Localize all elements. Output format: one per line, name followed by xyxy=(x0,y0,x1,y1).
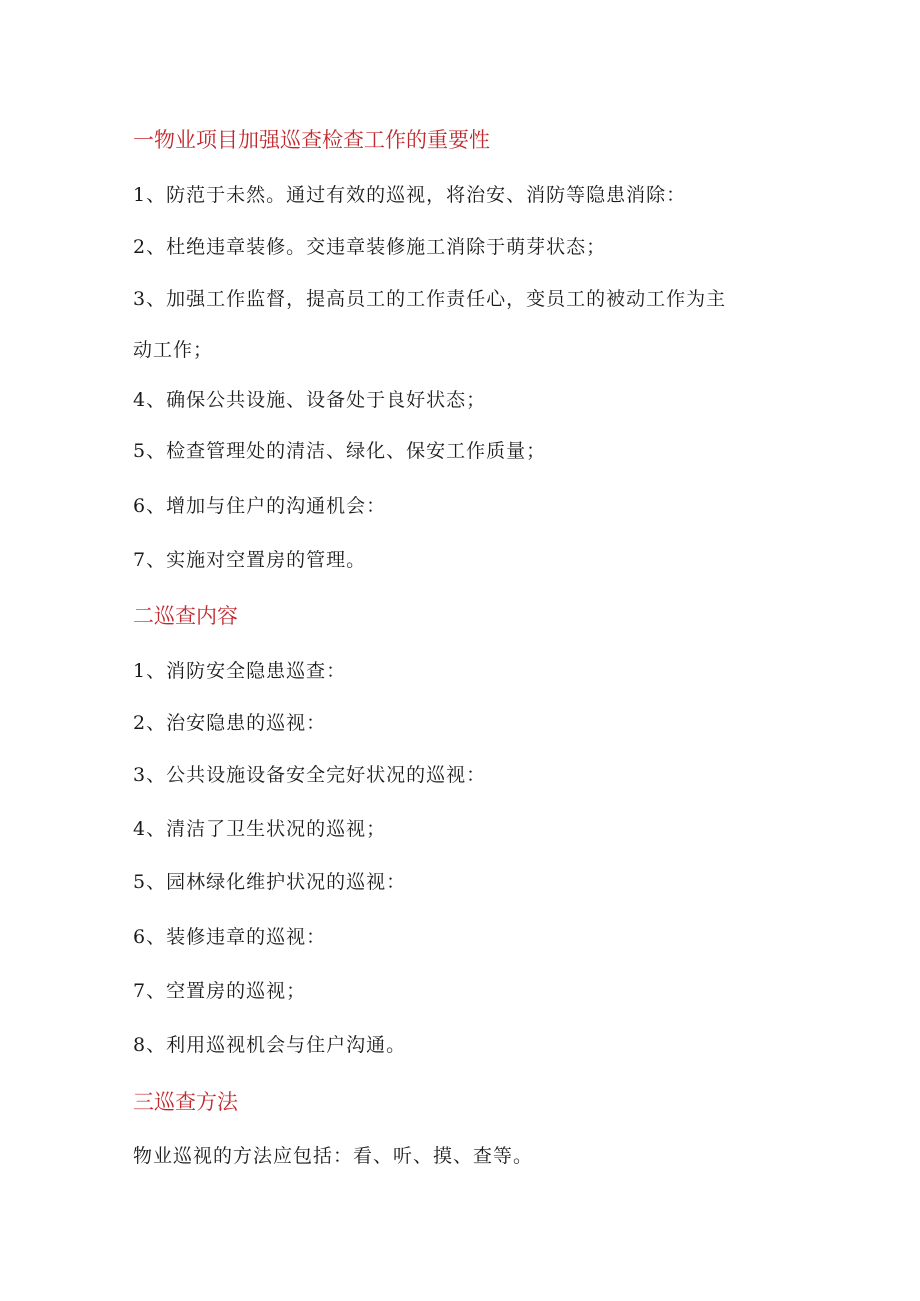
body-paragraph: 物业巡视的方法应包括：看、听、摸、查等。 xyxy=(133,1145,534,1167)
list-item: 1、防范于未然。通过有效的巡视，将治安、消防等隐患消除： xyxy=(133,184,687,206)
list-item: 5、园林绿化维护状况的巡视： xyxy=(133,871,407,893)
list-item: 7、实施对空置房的管理。 xyxy=(133,549,367,571)
list-item: 5、检查管理处的清洁、绿化、保安工作质量； xyxy=(133,440,547,462)
list-item-continuation: 动工作； xyxy=(133,339,214,361)
list-item: 3、公共设施设备安全完好状况的巡视： xyxy=(133,764,487,786)
list-item: 7、空置房的巡视； xyxy=(133,980,307,1002)
list-item: 6、装修违章的巡视： xyxy=(133,926,327,948)
list-item: 4、确保公共设施、设备处于良好状态； xyxy=(133,389,487,411)
list-item: 8、利用巡视机会与住户沟通。 xyxy=(133,1034,407,1056)
section-heading-importance: 一物业项目加强巡查检查工作的重要性 xyxy=(133,128,490,152)
list-item: 2、杜绝违章装修。交违章装修施工消除于萌芽状态； xyxy=(133,236,607,258)
section-heading-method: 三巡查方法 xyxy=(133,1090,238,1114)
list-item: 6、增加与住户的沟通机会： xyxy=(133,495,387,517)
list-item: 2、治安隐患的巡视： xyxy=(133,712,327,734)
section-heading-content: 二巡查内容 xyxy=(133,604,238,628)
list-item: 4、清洁了卫生状况的巡视； xyxy=(133,818,387,840)
list-item: 3、加强工作监督，提高员工的工作责任心，变员工的被动工作为主 xyxy=(133,288,727,310)
list-item: 1、消防安全隐患巡查： xyxy=(133,660,347,682)
